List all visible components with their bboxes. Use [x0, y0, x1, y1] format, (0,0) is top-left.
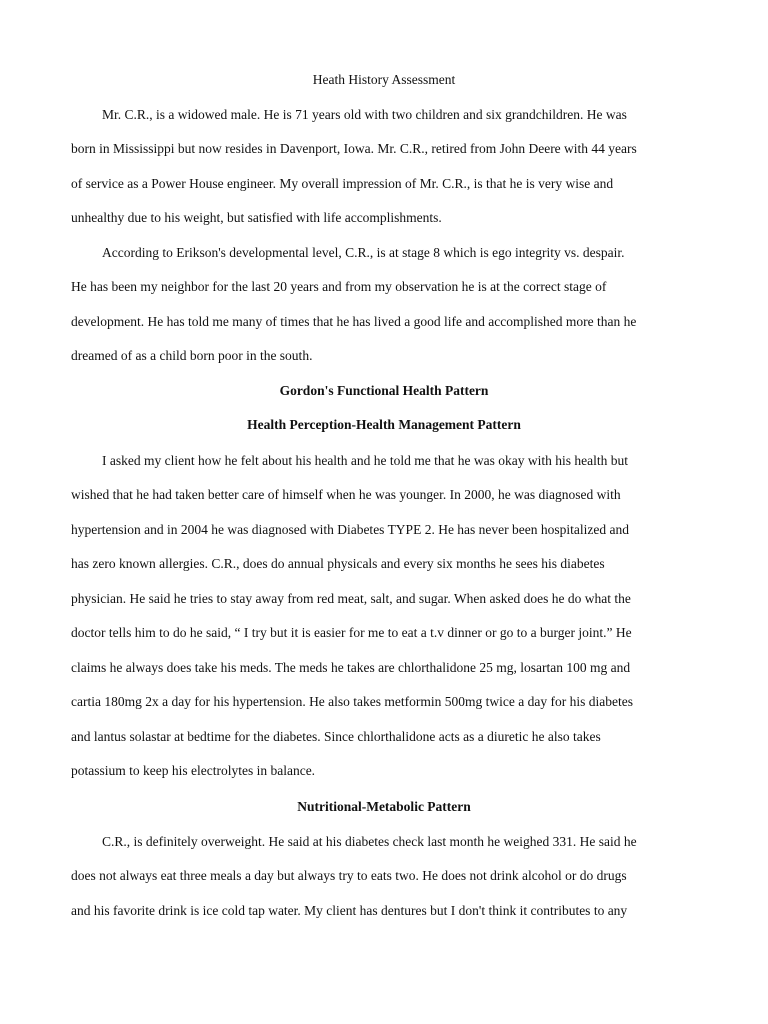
- health-line-3: hypertension and in 2004 he was diagnosed with Diabetes TYPE 2. He has never been hospitalized and: [71, 522, 629, 537]
- health-line-10: potassium to keep his electrolytes in balance.: [71, 763, 316, 778]
- intro-line-7: development. He has told me many of times that he has lived a good life and accomplished more than he: [71, 314, 637, 329]
- heading-health-perception: Health Perception-Health Management Pattern: [247, 417, 521, 432]
- health-line-6: doctor tells him to do he said, “ I try but it is easier for me to eat a t.v dinner or go to a burger joint.” He: [71, 625, 632, 640]
- health-line-8: cartia 180mg 2x a day for his hypertension. He also takes metformin 500mg twice a day for his diabetes: [71, 694, 633, 709]
- heading-nutritional: Nutritional-Metabolic Pattern: [297, 799, 471, 814]
- health-line-9: and lantus solastar at bedtime for the diabetes. Since chlorthalidone acts as a diuretic he also takes: [71, 729, 601, 744]
- intro-line-1: Mr. C.R., is a widowed male. He is 71 years old with two children and six grandchildren. He was: [102, 107, 627, 122]
- nutrition-line-2: does not always eat three meals a day but always try to eats two. He does not drink alcohol or do drugs: [71, 868, 627, 883]
- intro-line-2: born in Mississippi but now resides in Davenport, Iowa. Mr. C.R., retired from John Deere with 44 years: [71, 141, 637, 156]
- intro-line-3: of service as a Power House engineer. My overall impression of Mr. C.R., is that he is very wise and: [71, 176, 614, 191]
- nutrition-line-1: C.R., is definitely overweight. He said at his diabetes check last month he weighed 331. He said he: [102, 834, 637, 849]
- intro-line-5: According to Erikson's developmental level, C.R., is at stage 8 which is ego integrity vs. despair.: [102, 245, 625, 260]
- nutrition-line-3: and his favorite drink is ice cold tap water. My client has dentures but I don't think it contributes to any: [71, 903, 628, 918]
- health-line-7: claims he always does take his meds. The meds he takes are chlorthalidone 25 mg, losartan 100 mg and: [71, 660, 631, 675]
- intro-line-8: dreamed of as a child born poor in the south.: [71, 348, 313, 363]
- health-line-5: physician. He said he tries to stay away from red meat, salt, and sugar. When asked does he do what the: [71, 591, 631, 606]
- intro-line-6: He has been my neighbor for the last 20 years and from my observation he is at the correct stage of: [71, 279, 607, 294]
- document-title: Heath History Assessment: [312, 72, 456, 87]
- health-line-1: I asked my client how he felt about his health and he told me that he was okay with his health but: [102, 453, 628, 468]
- intro-line-4: unhealthy due to his weight, but satisfied with life accomplishments.: [71, 210, 442, 225]
- health-line-4: has zero known allergies. C.R., does do annual physicals and every six months he sees his diabetes: [71, 556, 605, 571]
- heading-gordon: Gordon's Functional Health Pattern: [279, 383, 489, 398]
- health-line-2: wished that he had taken better care of himself when he was younger. In 2000, he was diagnosed with: [71, 487, 621, 502]
